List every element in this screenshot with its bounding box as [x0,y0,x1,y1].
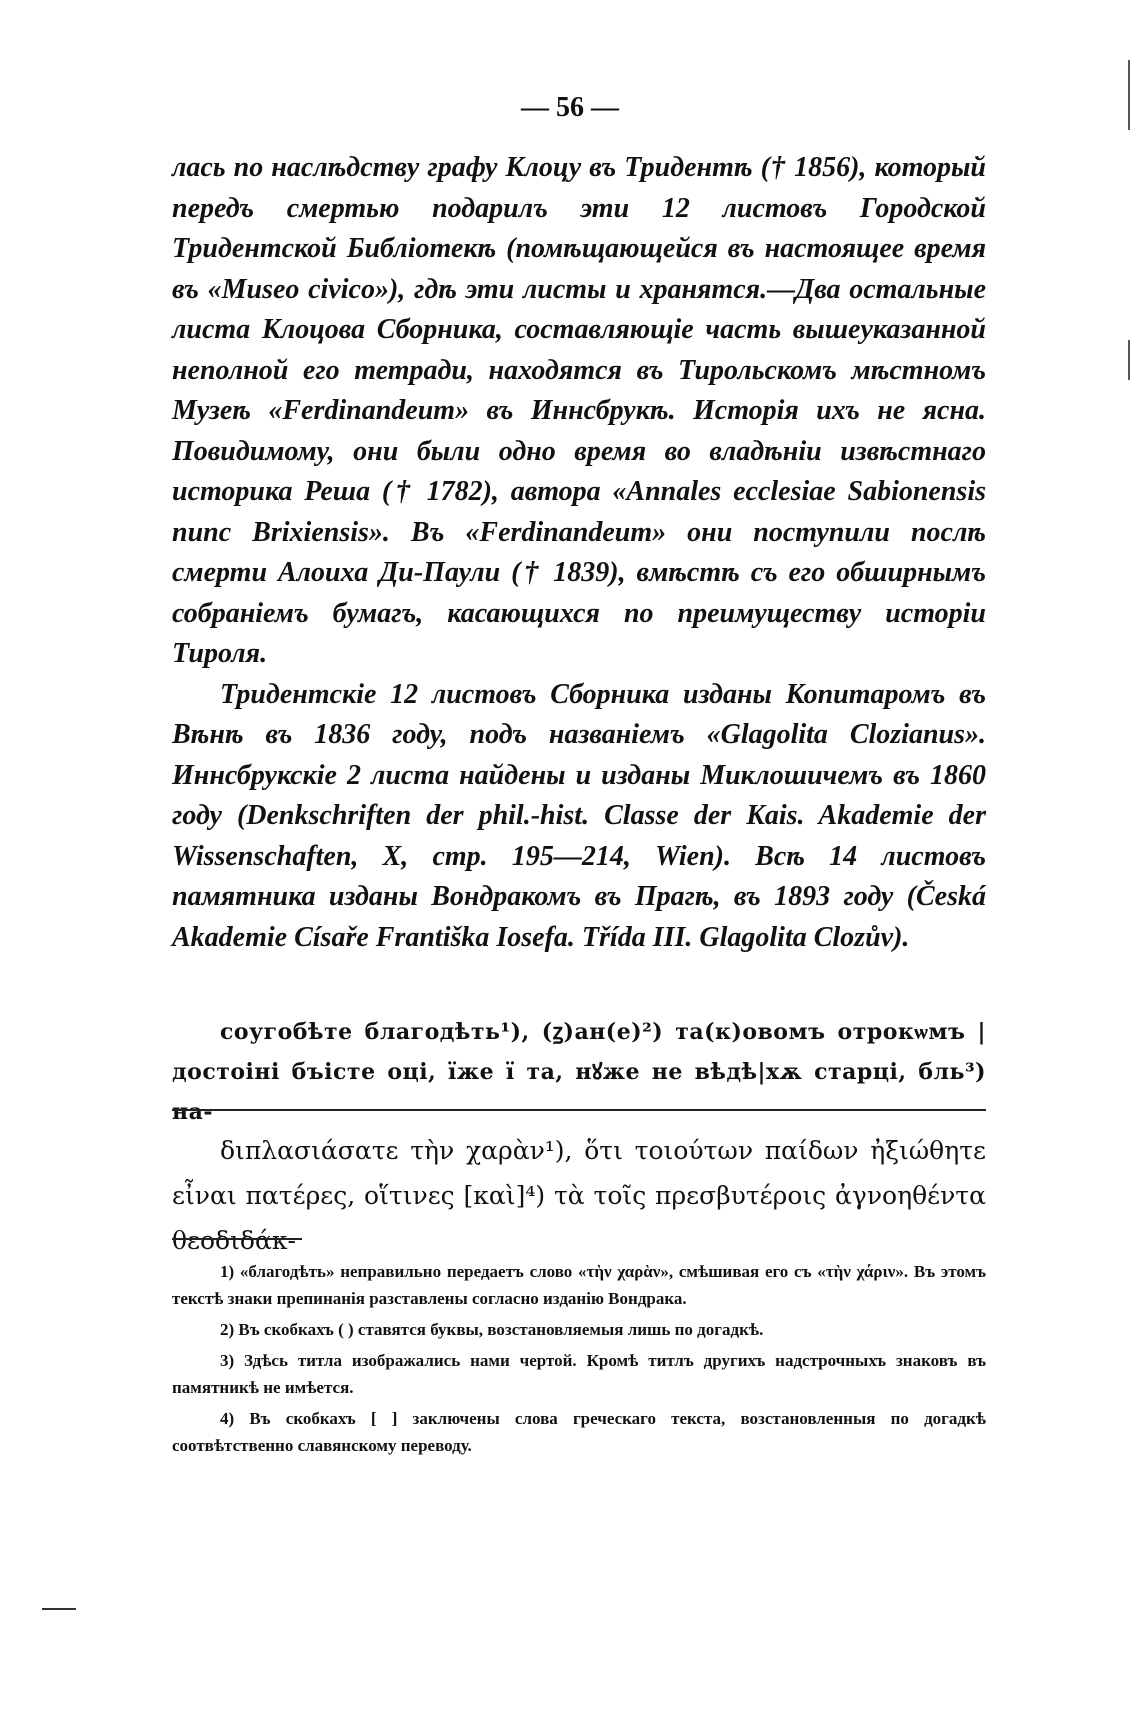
greek-text: διπλασιάσατε τὴν χαρὰν¹), ὅτι τοιούτων παίδων ἠξιώθητε εἶναι πατέρες, οἵτινες [καὶ]⁴) τὰ τοῖς πρεσβυτέροις ἀγνοηθέντα θεοδιδάκ- [172,1136,986,1255]
footnote-4: 4) Въ скобкахъ [ ] заключены слова греческаго текста, возстановленныя по догадкѣ соотвѣтственно славянскому переводу. [172,1409,986,1455]
page-number: — 56 — [521,92,619,123]
footnote-separator [172,1238,302,1240]
main-text [172,148,986,958]
margin-dash-mark [42,1608,76,1610]
greek-text-block [172,1128,986,1263]
footnote-3: 3) Здѣсь титла изображались нами чертой. Кромѣ титлъ другихъ надстрочныхъ знаковъ въ памятникѣ не имѣется. [172,1351,986,1397]
slavonic-text-block [172,1012,986,1132]
main-paragraph-1: лась по наслѣдству графу Клоцу въ Тридентѣ († 1856), который передъ смертью подарилъ эти 12 листовъ Городской Тридентской Библіотекѣ (помѣщающейся въ настоящее время въ «Museo civico»), гдѣ эти листы и хранятся.—Два остальные листа Клоцова Сборника, составляющіе часть вышеуказанной неполной его тетради, находятся въ Тирольскомъ мѣстномъ Музеѣ «Ferdinandeum» въ Иннсбрукѣ. Исторія ихъ не ясна. Повидимому, они были одно время во владѣніи извѣстнаго историка Реша († 1782), автора «Annales ecclesiae Sabionensis nunc Brixiensis». Въ «Ferdinandeum» они поступили послѣ смерти Алоиха Ди-Паули († 1839), вмѣстѣ съ его обширнымъ собраніемъ бумагъ, касающихся по преимуществу исторіи Тироля. [172,152,986,669]
margin-edge-mark-middle [1128,340,1130,380]
footnote-1: 1) «благодѣть» неправильно передаетъ слово «τὴν χαρὰν», смѣшивая его съ «τὴν χάριν». Въ этомъ текстѣ знаки препинанія разставлены согласно изданію Вондрака. [172,1262,986,1308]
main-paragraph-2: Тридентскіе 12 листовъ Сборника изданы Копитаромъ въ Вѣнѣ въ 1836 году, подъ названіемъ «Glagolita Clozianus». Иннсбрукскіе 2 листа найдены и изданы Миклошичемъ въ 1860 году (Denkschriften der phil.-hist. Classe der Kais. Akademie der Wissenschaften, X, стр. 195—214, Wien). Всѣ 14 листовъ памятника изданы Вондракомъ въ Прагѣ, въ 1893 году (Česká Akademie Císaře Františka Iosefa. Třída III. Glagolita Clozův). [172,678,986,953]
footnote-2: 2) Въ скобкахъ ( ) ставятся буквы, возстановляемыя лишь по догадкѣ. [220,1320,764,1339]
footnotes [172,1258,986,1463]
text-divider-rule [172,1109,986,1111]
margin-edge-mark-top [1128,60,1130,130]
slavonic-text: соугобѣте благодѣть¹), (ꙁ)ан(е)²) та(к)овомъ отрокѡмъ | достоіні бъісте оці, їже ї та, нꙋже не вѣдѣ|хѫ старці, бль³) на- [172,1019,986,1125]
